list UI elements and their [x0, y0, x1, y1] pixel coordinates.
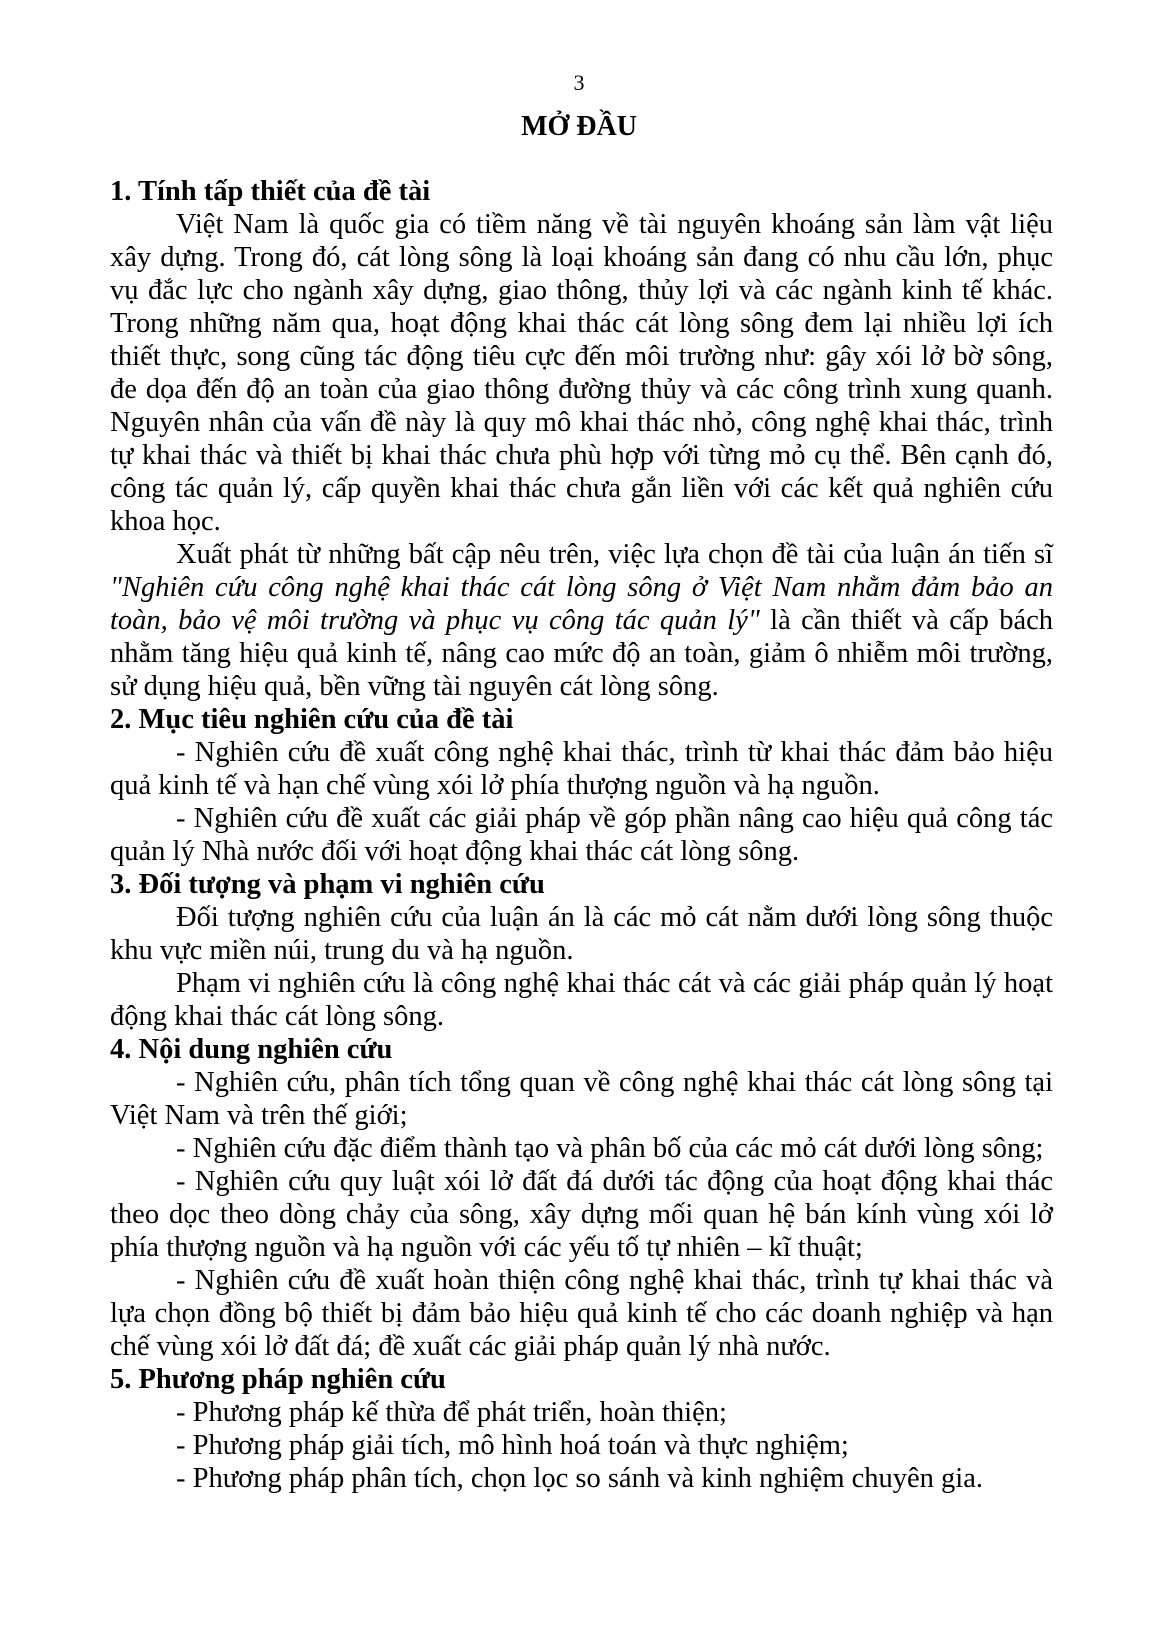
page-title: MỞ ĐẦU — [521, 111, 637, 142]
section-1-paragraph-1: Việt Nam là quốc gia có tiềm năng về tài nguyên khoáng sản làm vật liệu xây dựng. Trong đó, cát lòng sông là loại khoáng sản đang có nhu cầu lớn, phục vụ đắc lực cho ngành xây dựng, giao thông, thủy lợi và các ngành kinh tế khác. Trong những năm qua, hoạt động khai thác cát lòng sông đem lại nhiều lợi ích thiết thực, song cũng tác động tiêu cực đến môi trường như: gây xói lở bờ sông, đe dọa đến độ an toàn của giao thông đường thủy và các công trình xung quanh. Nguyên nhân của vấn đề này là quy mô khai thác nhỏ, công nghệ khai thác, trình tự khai thác và thiết bị khai thác chưa phù hợp với từng mỏ cụ thể. Bên cạnh đó, công tác quản lý, cấp quyền khai thác chưa gắn liền với các kết quả nghiên cứu khoa học. — [110, 209, 1053, 537]
list-item: - Phương pháp phân tích, chọn lọc so sánh và kinh nghiệm chuyên gia. — [176, 1463, 983, 1494]
list-item: - Nghiên cứu đặc điểm thành tạo và phân bố của các mỏ cát dưới lòng sông; — [176, 1133, 1044, 1164]
section-heading-3: 3. Đối tượng và phạm vi nghiên cứu — [110, 869, 545, 900]
section-heading-1: 1. Tính tấp thiết của đề tài — [110, 176, 431, 207]
list-item: - Nghiên cứu, phân tích tổng quan về công nghệ khai thác cát lòng sông tại Việt Nam và trên thế giới; — [110, 1067, 1053, 1131]
section-3-paragraph-1: Đối tượng nghiên cứu của luận án là các mỏ cát nằm dưới lòng sông thuộc khu vực miền núi, trung du và hạ nguồn. — [110, 902, 1053, 966]
section-heading-2: 2. Mục tiêu nghiên cứu của đề tài — [110, 704, 514, 735]
list-item: - Nghiên cứu đề xuất các giải pháp về góp phần nâng cao hiệu quả công tác quản lý Nhà nước đối với hoạt động khai thác cát lòng sông. — [110, 803, 1053, 867]
document-body — [110, 175, 1053, 1495]
list-item: - Nghiên cứu đề xuất công nghệ khai thác, trình từ khai thác đảm bảo hiệu quả kinh tế và hạn chế vùng xói lở phía thượng nguồn và hạ nguồn. — [110, 737, 1053, 801]
page-number: 3 — [573, 70, 585, 95]
list-item: - Nghiên cứu đề xuất hoàn thiện công nghệ khai thác, trình tự khai thác và lựa chọn đồng bộ thiết bị đảm bảo hiệu quả kinh tế cho các doanh nghiệp và hạn chế vùng xói lở đất đá; đề xuất các giải pháp quản lý nhà nước. — [110, 1265, 1053, 1362]
section-heading-4: 4. Nội dung nghiên cứu — [110, 1034, 393, 1065]
section-heading-5: 5. Phương pháp nghiên cứu — [110, 1364, 446, 1395]
list-item: - Phương pháp giải tích, mô hình hoá toán và thực nghiệm; — [176, 1430, 849, 1461]
list-item: - Phương pháp kế thừa để phát triển, hoàn thiện; — [176, 1397, 727, 1428]
section-3-paragraph-2: Phạm vi nghiên cứu là công nghệ khai thác cát và các giải pháp quản lý hoạt động khai thác cát lòng sông. — [110, 968, 1053, 1032]
section-1-paragraph-2 — [110, 538, 1053, 703]
list-item: - Nghiên cứu quy luật xói lở đất đá dưới tác động của hoạt động khai thác theo dọc theo dòng chảy của sông, xây dựng mối quan hệ bán kính vùng xói lở phía thượng nguồn và hạ nguồn với các yếu tố tự nhiên – kĩ thuật; — [110, 1166, 1053, 1263]
paragraph-text: là cần thiết và cấp bách nhằm tăng hiệu quả kinh tế, nâng cao mức độ an toàn, giảm ô nhiễm môi trường, sử dụng hiệu quả, bền vững tài nguyên cát lòng sông. — [110, 605, 1053, 702]
paragraph-text: Xuất phát từ những bất cập nêu trên, việc lựa chọn đề tài của luận án tiến sĩ — [176, 539, 1053, 570]
thesis-title-italic: "Nghiên cứu công nghệ khai thác cát lòng sông ở Việt Nam nhằm đảm bảo an toàn, bảo vệ môi trường và phục vụ công tác quản lý" — [110, 572, 1053, 636]
